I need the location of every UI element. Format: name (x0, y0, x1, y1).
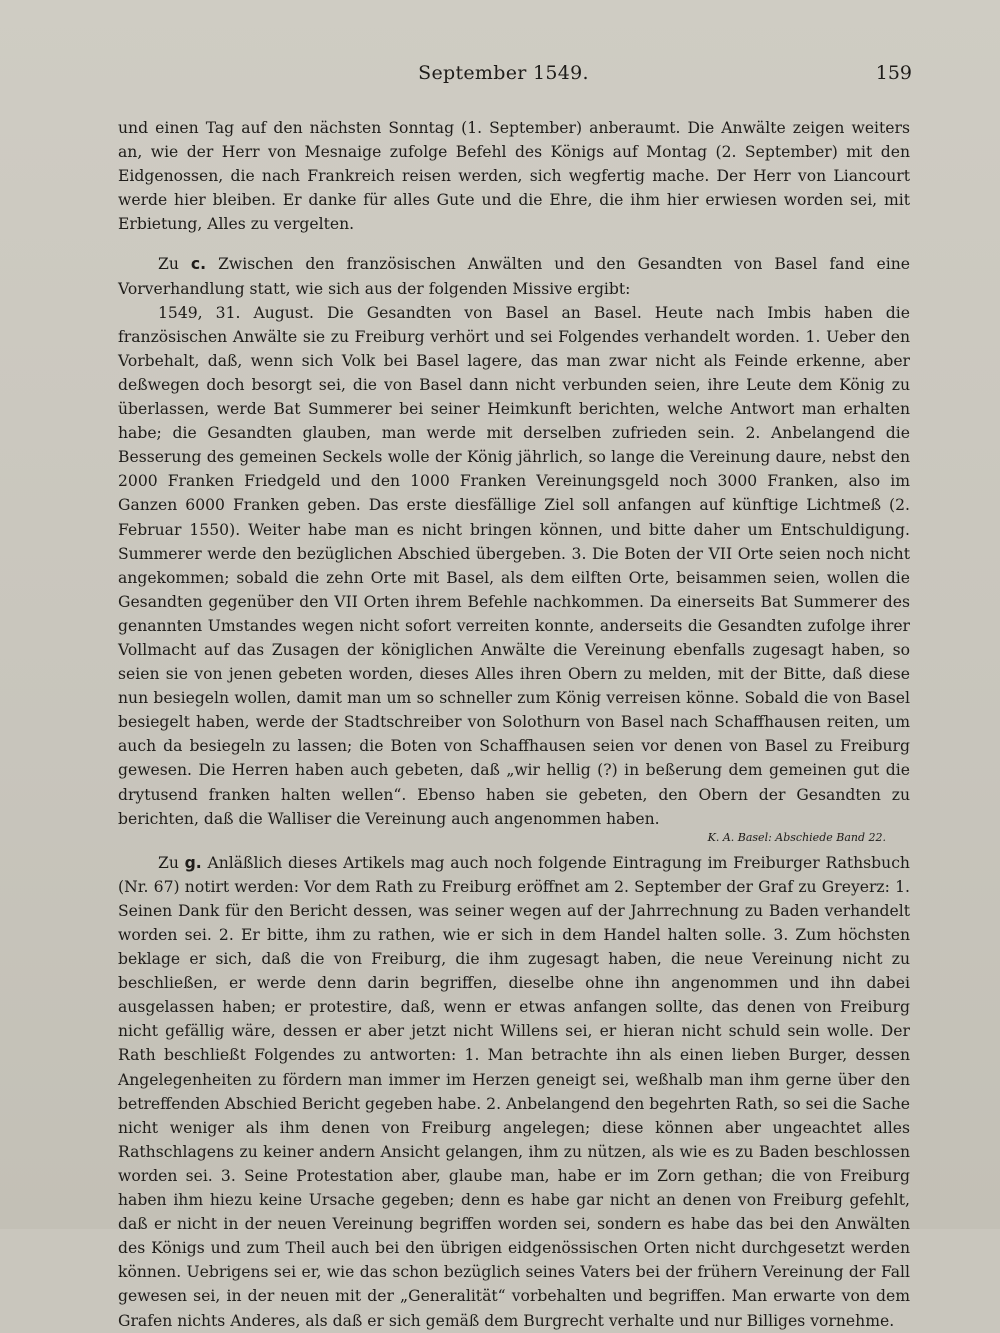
paragraph-continuation: und einen Tag auf den nächsten Sonntag (1. September) anberaumt. Die Anwälte zeigen weiters an, wie der Herr von Mesnaige zufolge Befehl des Königs auf Montag (2. September) mit den Eidgenossen, die nach Frankreich reisen werden, sich wegfertig mache. Der Herr von Liancourt werde hier bleiben. Er danke für alles Gute und die Ehre, die ihm hier erwiesen worden sei, mit Erbietung, Alles zu vergelten. (118, 119, 910, 234)
paragraph-section-c (118, 252, 910, 300)
paragraph-missive: 1549, 31. August. Die Gesandten von Basel an Basel. Heute nach Imbis haben die französischen Anwälte sie zu Freiburg verhört und sei Folgendes verhandelt worden. 1. Ueber den Vorbehalt, daß, wenn sich Volk bei Basel lagere, das man zwar nicht als Feinde erkenne, aber deßwegen doch besorgt sei, die von Basel dann nicht verbunden seien, ihre Leute dem König zu überlassen, werde Bat Summerer bei seiner Heimkunft berichten, welche Antwort man erhalten habe; die Gesandten glauben, man werde mit derselben zufrieden sein. 2. Anbelangend die Besserung des gemeinen Seckels wolle der König jährlich, so lange die Vereinung daure, nebst den 2000 Franken Friedgeld und den 1000 Franken Vereinungsgeld noch 3000 Franken, also im Ganzen 6000 Franken geben. Das erste diesfällige Ziel soll anfangen auf künftige Lichtmeß (2. Februar 1550). Weiter habe man es nicht bringen können, und bitte daher um Entschuldigung. Summerer werde den bezüglichen Abschied übergeben. 3. Die Boten der VII Orte seien noch nicht angekommen; sobald die zehn Orte mit Basel, als dem eilften Orte, beisammen seien, wollen die Gesandten gegenüber den VII Orten ihrem Befehle nachkommen. Da einerseits Bat Summerer des genannten Umstandes wegen nicht sofort verreiten konnte, anderseits die Gesandten zufolge ihrer Vollmacht auf das Zusagen der königlichen Anwälte die Vereinung ebenfalls zugesagt haben, so seien sie von jenen gebeten worden, dieses Alles ihren Obern zu melden, mit der Bitte, daß diese nun besiegeln wollen, damit man um so schneller zum König verreisen könne. Sobald die von Basel besiegelt haben, werde der Stadtschreiber von Solothurn von Basel nach Schaffhausen reiten, um auch da besiegeln zu lassen; die Boten von Schaffhausen seien vor denen von Basel zu Freiburg gewesen. Die Herren haben auch gebeten, daß „wir hellig (?) in beßerung dem gemeinen gut die drytusend franken halten wellen“. Ebenso haben sie gebeten, den Obern der Gesandten zu berichten, daß die Walliser die Vereinung auch angenommen haben. (118, 303, 910, 828)
running-head: September 1549. (418, 62, 589, 84)
source-reference: K. A. Basel: Abschiede Band 22. (707, 830, 886, 844)
paragraph-section-g (118, 851, 910, 1333)
section-text: Zwischen den französischen Anwälten und den Gesandten von Basel fand eine Vorverhandlung statt, wie sich aus der folgenden Missive ergibt: (118, 255, 910, 298)
section-marker-c: c. (190, 255, 207, 274)
section-lead: Zu (158, 255, 179, 274)
page-header (95, 62, 912, 92)
page-body (118, 116, 910, 1333)
section-text: Anläßlich dieses Artikels mag auch noch folgende Eintragung im Freiburger Rathsbuch (Nr. 67) notirt werden: Vor dem Rath zu Freiburg eröffnet am 2. September der Graf zu Greyerz: 1. Seinen Dank für den Bericht dessen, was seiner wegen auf der Jahrrechnung zu Baden verhandelt worden sei. 2. Er bitte, ihm zu rathen, wie er sich in dem Handel halten solle. 3. Zum höchsten beklage er sich, daß die von Freiburg, die ihm zugesagt haben, die neue Vereinung nicht zu beschließen, er werde denn darin begriffen, dieselbe ohne ihn angenommen und ihn dabei ausgelassen haben; er protestire, daß, wenn er etwas anfangen sollte, das denen von Freiburg nicht gefällig wäre, dessen er aber jetzt nicht Willens sei, er hieran nicht schuld sein wolle. Der Rath beschließt Folgendes zu antworten: 1. Man betrachte ihn als einen lieben Burger, dessen Angelegenheiten zu fördern man immer im Herzen geneigt sei, weßhalb man ihm gerne über den betreffenden Abschied Bericht gegeben habe. 2. Anbelangend den begehrten Rath, so sei die Sache nicht weniger als ihm denen von Freiburg angelegen; diese können aber ungeachtet alles Rathschlagens zu keiner andern Ansicht gelangen, ihm zu nützen, als wie es zu Baden beschlossen worden sei. 3. Seine Protestation aber, glaube man, habe er im Zorn gethan; die von Freiburg haben ihm hiezu keine Ursache gegeben; denn es habe gar nicht an denen von Freiburg gefehlt, daß er nicht in der neuen Vereinung begriffen worden sei, sondern es habe das bei den Anwälten des Königs und zum Theil auch bei den übrigen eidgenössischen Orten nicht durchgesetzt werden können. Uebrigens sei er, wie das schon bezüglich seines Vaters bei der frühern Vereinung der Fall gewesen sei, in der neuen mit der „Generalität“ vorbehalten und begriffen. Man erwarte von dem Grafen nichts Anderes, als daß er sich gemäß dem Burgrecht verhalte und nur Billiges vornehme. (118, 853, 910, 1330)
page-number: 159 (875, 62, 912, 84)
section-marker-g: g. (184, 853, 202, 872)
section-lead: Zu (158, 853, 179, 872)
